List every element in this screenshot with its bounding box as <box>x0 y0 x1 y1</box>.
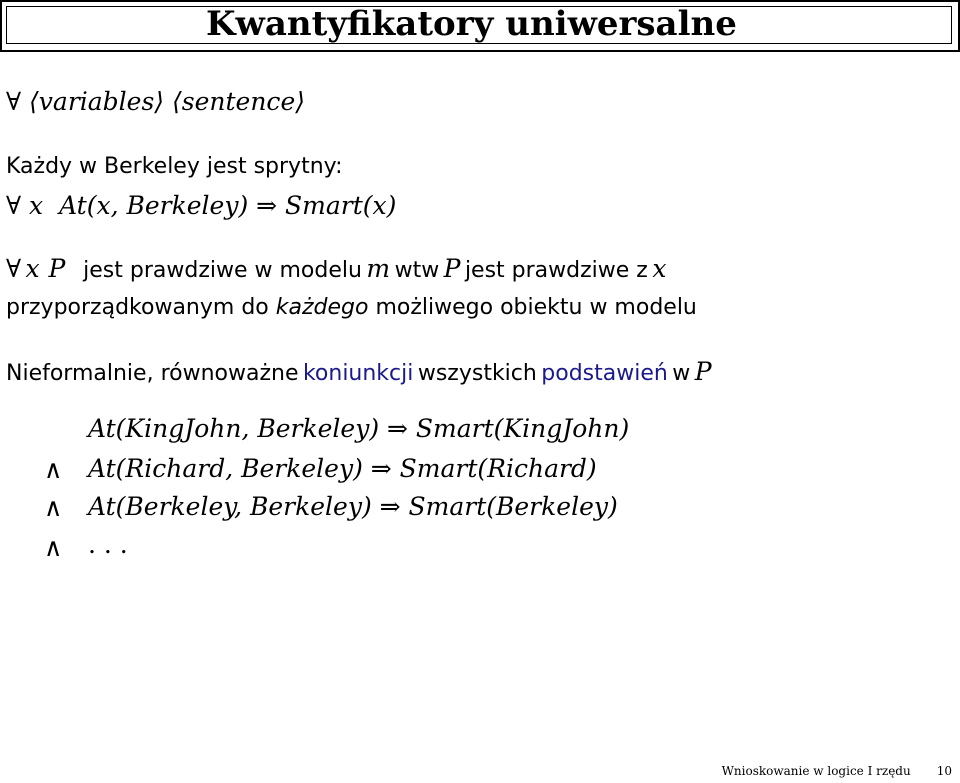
and-symbol: ∧ <box>44 533 63 562</box>
informal-post: w <box>672 361 691 386</box>
term-koniunkcji: koniunkcji <box>302 361 414 386</box>
informal-line <box>6 357 712 386</box>
informal-pre: Nieformalnie, równoważne <box>6 361 299 386</box>
slide-footer <box>722 764 952 778</box>
semantics-line2-post: możliwego obiektu w modelu <box>375 295 697 320</box>
conjunction-row: At(Berkeley, Berkeley) ⇒ Smart(Berkeley) <box>88 492 618 521</box>
variables-placeholder: ⟨variables⟩ <box>29 87 165 116</box>
slide-title: Kwantyfikatory uniwersalne <box>206 4 737 44</box>
semantics-line-1 <box>6 254 666 283</box>
forall-symbol: ∀ <box>6 191 22 220</box>
page-number: 10 <box>936 764 952 778</box>
variable-x: x <box>25 254 40 283</box>
sentence-placeholder: ⟨sentence⟩ <box>172 87 305 116</box>
forall-symbol: ∀ <box>6 87 22 116</box>
conjunction-row: At(KingJohn, Berkeley) ⇒ Smart(KingJohn) <box>88 414 630 443</box>
semantics-text-1: jest prawdziwe w modelu <box>83 258 362 283</box>
semantics-line2-emphasis: każdego <box>275 295 369 320</box>
semantics-text-3: jest prawdziwe z <box>464 258 648 283</box>
term-podstawien: podstawień <box>541 361 668 386</box>
variable-x: x <box>29 191 44 220</box>
variable-x: x <box>652 254 667 283</box>
and-symbol: ∧ <box>44 455 63 484</box>
predicate-P: P <box>443 254 461 283</box>
conjunction-ellipsis: . . . <box>88 530 128 559</box>
and-symbol: ∧ <box>44 493 63 522</box>
semantics-text-2: wtw <box>394 258 440 283</box>
example-formula <box>6 191 396 220</box>
semantics-line2-pre: przyporządkowanym do <box>6 295 269 320</box>
predicate-P: P <box>48 254 66 283</box>
formula-text: At(x, Berkeley) ⇒ Smart(x) <box>59 191 397 220</box>
semantics-line-2 <box>6 295 697 320</box>
informal-mid: wszystkich <box>417 361 537 386</box>
footer-title: Wnioskowanie w logice I rzędu <box>721 764 911 778</box>
syntax-line <box>6 87 305 116</box>
predicate-P: P <box>694 357 712 386</box>
forall-symbol: ∀ <box>6 254 22 283</box>
example-caption: Każdy w Berkeley jest sprytny: <box>6 154 343 179</box>
conjunction-row: At(Richard, Berkeley) ⇒ Smart(Richard) <box>88 454 597 483</box>
model-m: m <box>366 254 391 283</box>
